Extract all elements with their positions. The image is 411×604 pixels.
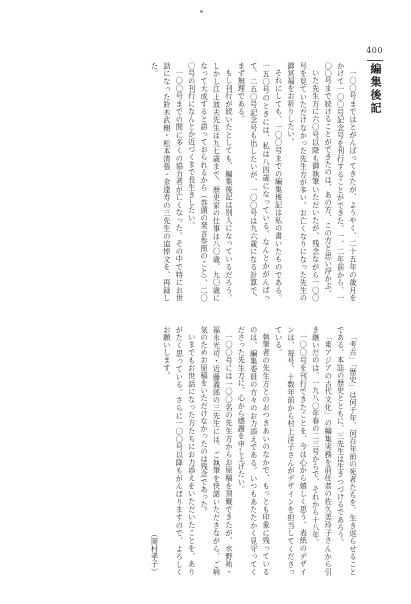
paragraph: 執筆者の先生方とのおつきあいのなかで、もっとも印象に残っているのは、編集委員の方々のお力添えである。いつもあたたかく見守ってくださった先生方に、心から感謝を申し上げたい。: [237, 326, 272, 576]
paragraph: それにしても、一〇〇号までの編集後記は私の書いたものである。一五〇号のときには、私は八四歳になっている。なんとかがんばって、二五〇号記念号も出したいが、一〇〇号は九六歳になる計算で、まず無理である。: [237, 62, 284, 302]
paragraph: 一〇〇号には一〇〇名の先生方からお原稿を頂戴できたが、水野祐・福永光司・近藤義郎の三先生には、ご執筆を快諾いただきながら、ご病気のためお原稿をいただけなかったのは残念であった。: [200, 326, 234, 576]
paragraph: もし刊行が続いたとしても、編集後記は別人になっているだろう。しかし江上波夫先生は九七歳まで、歴史家の仕事は八〇歳、九〇歳になって大成すると語っておられるから（巻頭の発言参照のこと）、二〇〇号の刊行になんとか近づくまで長生きしたい。: [187, 62, 234, 302]
section-heading: 編集後記: [367, 60, 383, 115]
author-signature: （岡村孝子）: [150, 530, 160, 576]
paragraph: いた先生方に六〇号以降も御執筆いただいたが、残念ながら一〇〇号を見ていただけなかった先生方が多い。お亡くなりになった先生の御冥福をお祈りしたい。: [286, 62, 321, 302]
editorial-bottom-block: [30, 326, 359, 576]
paragraph: いまでもお世話になった方たちにお力添えをいただいたことを、ありがたく思っている。さらに一〇〇号以降もがんばりますので、よろしくお願いします。: [162, 326, 197, 576]
paragraph: 一〇〇号を刊行できたことを、今は心から嬉しく思う。表紙のデザインは、毎号、十数年前から村上洋子さんがデザインを担当してくださっている。: [274, 326, 309, 576]
paragraph: 「考古」「歴史」は何千年、何百年前の死者たちを、生き返らせることである。本誌の歴史とともに、三先生は生きつづけるであろう。: [336, 326, 358, 576]
editorial-top-block: [30, 62, 359, 302]
page-top-mark: [200, 10, 203, 13]
paragraph: 「東アジアの古代文化」の編集実務を前任者の佐久美玲子さんから引き継いだのは、一九八〇年春の二三号からで、それから十八年。: [311, 326, 334, 576]
paragraph: 一〇〇号まではとがんばってきたが、ようやく、二十五年の歳月をかけて一〇〇号記念号を刊行することができた。一、二年前から、一〇〇号まで続けることができたのは、あの方、この方と思い浮かぶ。: [324, 62, 358, 302]
paragraph: 一〇〇号までの間に多くの協力者が亡くなった。その中で特にお世話になった鈴木武樹・松本清張・金達寿の三先生の追悼文を、再録した。: [150, 62, 185, 302]
page-number: 400: [366, 46, 383, 55]
